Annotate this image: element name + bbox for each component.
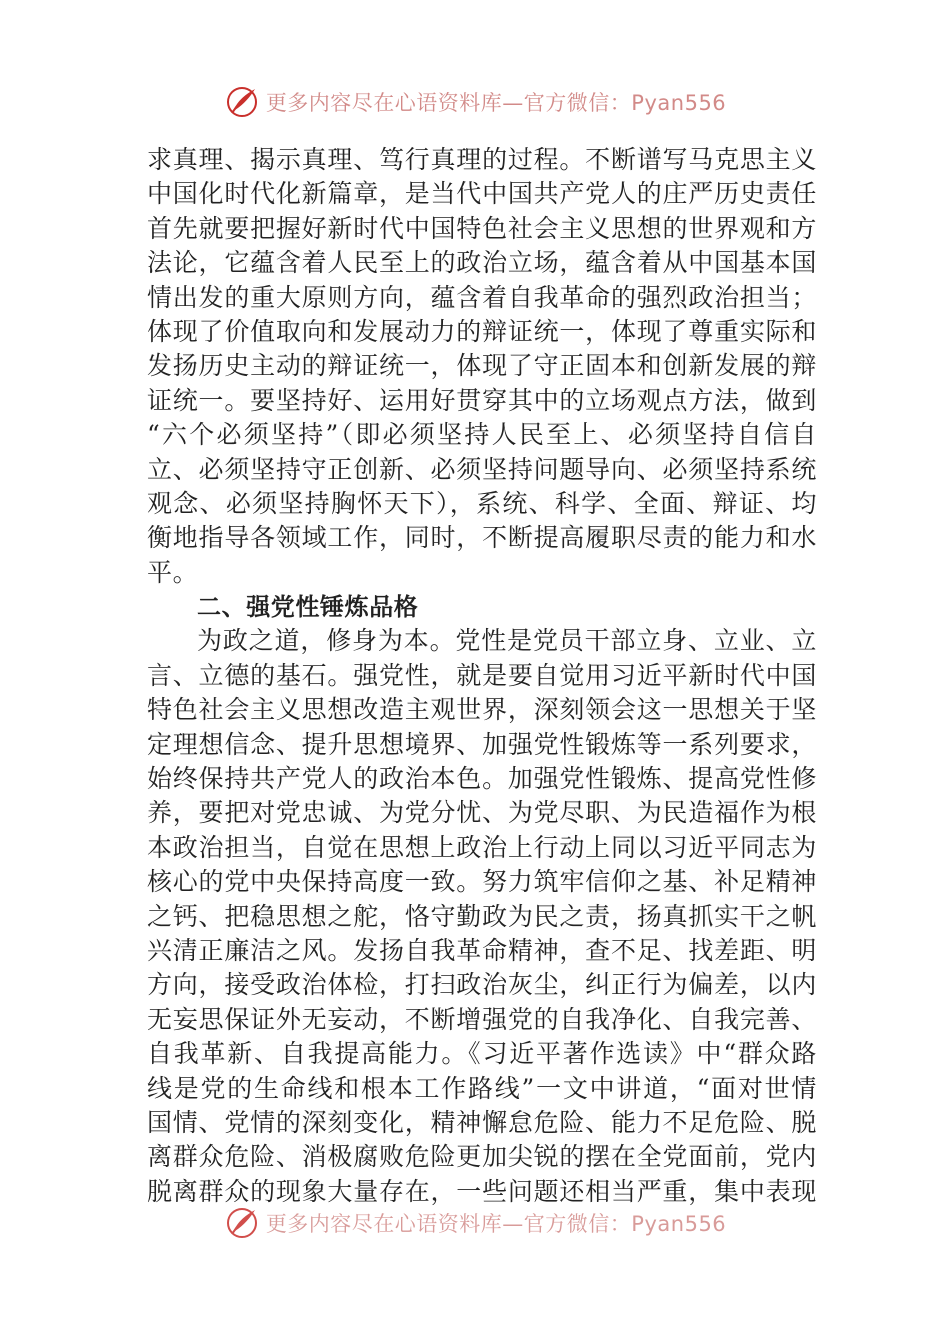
text-line: 法论，它蕴含着人民至上的政治立场，蕴含着从中国基本国 bbox=[147, 248, 817, 278]
watermark-text: 更多内容尽在心语资料库—官方微信：Pyan556 bbox=[265, 1212, 727, 1236]
text-line: 特色社会主义思想改造主观世界，深刻领会这一思想关于坚 bbox=[147, 695, 817, 725]
text-line: “六个必须坚持”（即必须坚持人民至上、必须坚持自信自 bbox=[147, 420, 817, 450]
text-line: 首先就要把握好新时代中国特色社会主义思想的世界观和方 bbox=[147, 213, 817, 243]
text-line: 本政治担当，自觉在思想上政治上行动上同以习近平同志为 bbox=[147, 832, 817, 862]
text-line: 离群众危险、消极腐败危险更加尖锐的摆在全党面前，党内 bbox=[147, 1142, 817, 1172]
quill-pen-logo-icon bbox=[224, 84, 260, 120]
text-line: 衡地指导各领域工作，同时，不断提高履职尽责的能力和水 bbox=[147, 523, 817, 553]
text-line: 核心的党中央保持高度一致。努力筑牢信仰之基、补足精神 bbox=[147, 867, 817, 897]
text-line: 定理想信念、提升思想境界、加强党性锻炼等一系列要求， bbox=[147, 729, 817, 759]
text-line: 观念、必须坚持胸怀天下），系统、科学、全面、辩证、均 bbox=[147, 488, 817, 518]
text-line: 脱离群众的现象大量存在，一些问题还相当严重，集中表现 bbox=[147, 1176, 817, 1206]
text-line: 中国化时代化新篇章，是当代中国共产党人的庄严历史责任 bbox=[147, 179, 817, 209]
watermark-text: 更多内容尽在心语资料库—官方微信：Pyan556 bbox=[265, 91, 727, 115]
text-line: 线是党的生命线和根本工作路线”一文中讲道，“面对世情 bbox=[147, 1073, 817, 1103]
document-body bbox=[147, 143, 817, 1209]
text-line: 国情、党情的深刻变化，精神懈怠危险、能力不足危险、脱 bbox=[147, 1107, 817, 1137]
text-line: 平。 bbox=[147, 557, 199, 587]
text-line: 方向，接受政治体检，打扫政治灰尘，纠正行为偏差，以内 bbox=[147, 970, 817, 1000]
quill-pen-logo-icon bbox=[224, 1205, 260, 1241]
text-line: 之钙、把稳思想之舵，恪守勤政为民之责，扬真抓实干之帆 bbox=[147, 901, 817, 931]
text-line: 无妄思保证外无妄动，不断增强党的自我净化、自我完善、 bbox=[147, 1004, 817, 1034]
text-line: 体现了价值取向和发展动力的辩证统一，体现了尊重实际和 bbox=[147, 316, 817, 346]
text-line: 为政之道，修身为本。党性是党员干部立身、立业、立 bbox=[197, 626, 817, 656]
text-line: 证统一。要坚持好、运用好贯穿其中的立场观点方法，做到 bbox=[147, 385, 817, 415]
text-line: 情出发的重大原则方向，蕴含着自我革命的强烈政治担当； bbox=[147, 282, 817, 312]
header-watermark bbox=[0, 82, 950, 122]
text-line: 自我革新、自我提高能力。《习近平著作选读》中“群众路 bbox=[147, 1039, 817, 1069]
text-line: 始终保持共产党人的政治本色。加强党性锻炼、提高党性修 bbox=[147, 764, 817, 794]
text-line: 言、立德的基石。强党性，就是要自觉用习近平新时代中国 bbox=[147, 660, 817, 690]
text-line: 养，要把对党忠诚、为党分忧、为党尽职、为民造福作为根 bbox=[147, 798, 817, 828]
paragraph-1 bbox=[147, 143, 817, 590]
text-line: 发扬历史主动的辩证统一，体现了守正固本和创新发展的辩 bbox=[147, 351, 817, 381]
footer-watermark bbox=[0, 1203, 950, 1243]
text-line: 求真理、揭示真理、笃行真理的过程。不断谱写马克思主义 bbox=[147, 145, 817, 174]
section-heading: 二、强党性锤炼品格 bbox=[197, 593, 419, 622]
paragraph-2 bbox=[147, 624, 817, 1209]
text-line: 立、必须坚持守正创新、必须坚持问题导向、必须坚持系统 bbox=[147, 454, 817, 484]
text-line: 兴清正廉洁之风。发扬自我革命精神，查不足、找差距、明 bbox=[147, 935, 817, 965]
